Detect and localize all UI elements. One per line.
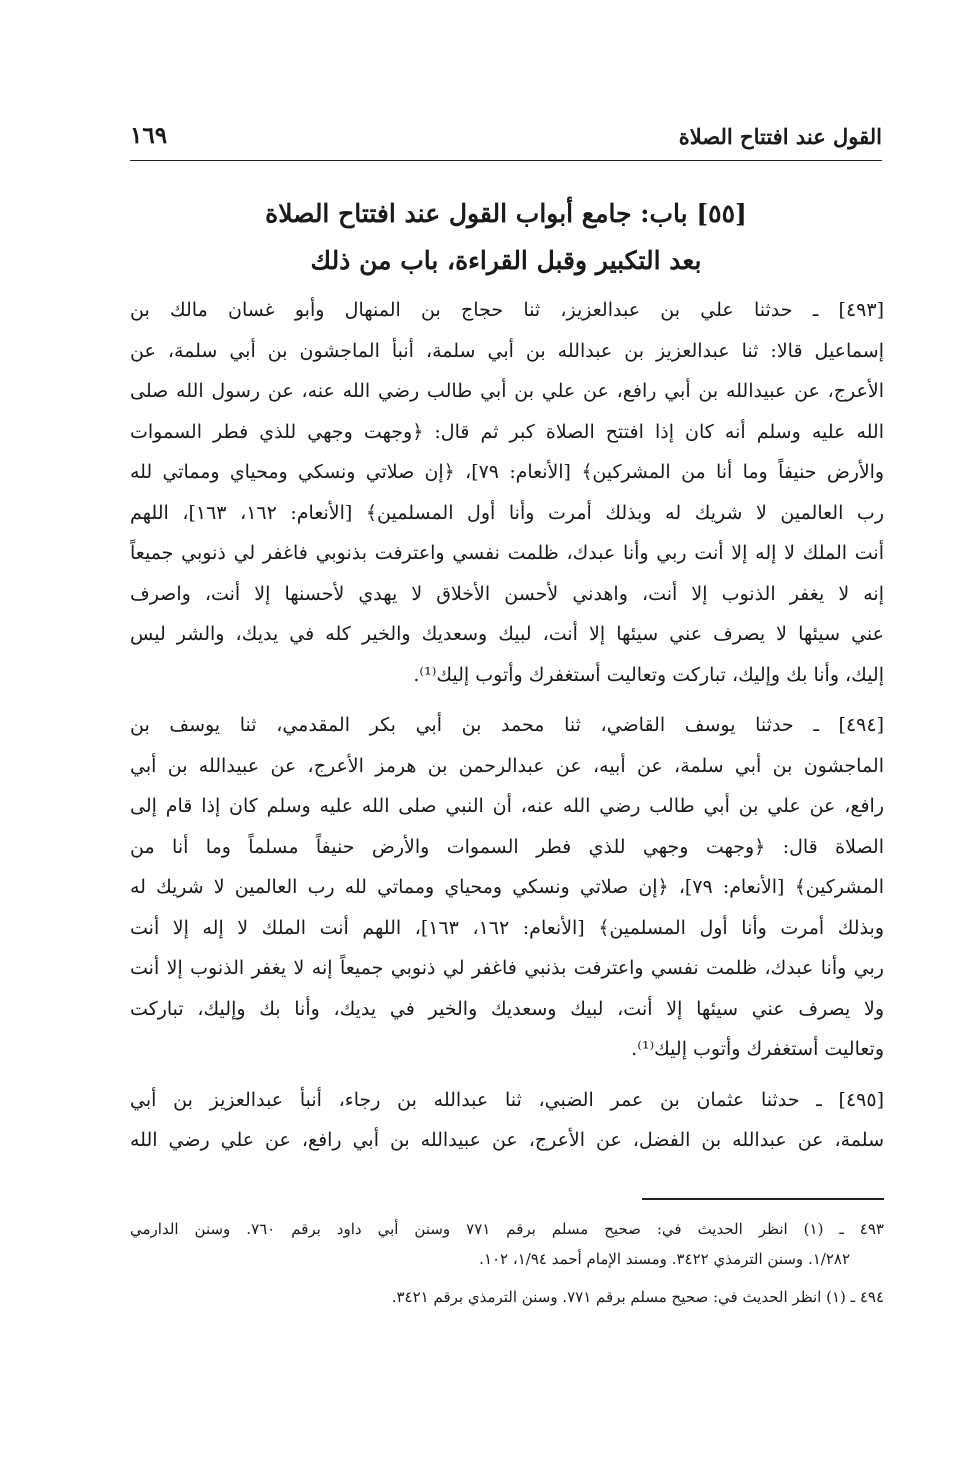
body-text xyxy=(130,290,884,1161)
running-header xyxy=(130,118,882,158)
text-line: عني سيئها لا يصرف عني سيئها إلا أنت، لبيك وسعديك والخير كله في يديك، والشر ليس xyxy=(130,623,884,645)
text-line: سلمة، عن عبدالله بن الفضل، عن الأعرج، عن عبيدالله بن أبي رافع، عن علي رضي الله xyxy=(130,1129,884,1151)
text-line: ولا يصرف عني سيئها إلا أنت، لبيك وسعديك والخير في يديك، وأنا بك وإليك، تباركت xyxy=(130,997,884,1020)
text-line: [٤٩٣] ـ حدثنا علي بن عبدالعزيز، ثنا حجاج بن المنهال وأبو غسان مالك بن xyxy=(130,299,884,321)
footnotes xyxy=(130,1214,884,1312)
footnote-rule xyxy=(642,1198,884,1200)
hadith-paragraph-494 xyxy=(130,705,884,1070)
text-line: ربي وأنا عبدك، ظلمت نفسي واعترفت بذنبي فاغفر لي ذنوبي جميعاً إنه لا يغفر الذنوب إلا أنت xyxy=(130,957,884,979)
hadith-paragraph-493 xyxy=(130,290,884,695)
page-number: ١٦٩ xyxy=(130,122,168,149)
text-line: الأعرج، عن عبيدالله بن أبي رافع، عن علي بن أبي طالب رضي الله عنه، عن رسول الله صلى xyxy=(130,380,884,402)
running-title: القول عند افتتاح الصلاة xyxy=(678,124,882,149)
footnote-494 xyxy=(130,1282,884,1312)
text-line: الله عليه وسلم أنه كان إذا افتتح الصلاة كبر ثم قال: ﴿وجهت وجهي للذي فطر السموات xyxy=(130,420,884,443)
text-line: رب العالمين لا شريك له وبذلك أمرت وأنا أول المسلمين﴾ [الأنعام: ١٦٢، ١٦٣]، اللهم xyxy=(130,501,884,524)
header-rule xyxy=(130,160,882,161)
text-line: [٤٩٥] ـ حدثنا عثمان بن عمر الضبي، ثنا عبدالله بن رجاء، أنبأ عبدالعزيز بن أبي xyxy=(130,1088,884,1111)
text-line: الصلاة قال: ﴿وجهت وجهي للذي فطر السموات والأرض حنيفاً مسلماً وما أنا من xyxy=(130,835,884,858)
chapter-heading xyxy=(130,190,882,284)
text-line: إسماعيل قالا: ثنا عبدالعزيز بن عبدالله بن أبي سلمة، أنبأ الماجشون بن أبي سلمة، عن xyxy=(130,339,884,362)
text-line: وتعاليت أستغفرك وأتوب إليك⁽¹⁾. xyxy=(631,1038,884,1060)
footnote-line: ٤٩٤ ـ (١) انظر الحديث في: صحيح مسلم برقم ٧٧١. وسنن الترمذي برقم ٣٤٢١. xyxy=(391,1288,884,1306)
chapter-heading-line: بعد التكبير وقبل القراءة، باب من ذلك xyxy=(310,246,702,275)
chapter-heading-line: [٥٥] باب: جامع أبواب القول عند افتتاح الصلاة xyxy=(265,199,747,228)
text-line: إنه لا يغفر الذنوب إلا أنت، واهدني لأحسن الأخلاق لا يهدي لأحسنها إلا أنت، واصرف xyxy=(130,582,884,605)
footnote-493 xyxy=(130,1214,884,1274)
text-line: وبذلك أمرت وأنا أول المسلمين﴾ [الأنعام: ١٦٢، ١٦٣]، اللهم أنت الملك لا إله إلا أنت xyxy=(130,916,884,939)
text-line: والأرض حنيفاً وما أنا من المشركين﴾ [الأنعام: ٧٩]، ﴿إن صلاتي ونسكي ومحياي ومماتي لله xyxy=(130,461,884,483)
text-line: إليك، وأنا بك وإليك، تباركت وتعاليت أستغفرك وأتوب إليك⁽¹⁾. xyxy=(413,663,884,686)
text-line: المشركين﴾ [الأنعام: ٧٩]، ﴿إن صلاتي ونسكي ومحياي ومماتي لله رب العالمين لا شريك له xyxy=(130,876,884,898)
text-line: الماجشون بن أبي سلمة، عن أبيه، عن عبدالرحمن بن هرمز الأعرج، عن عبيدالله بن أبي xyxy=(130,754,884,777)
text-line: [٤٩٤] ـ حدثنا يوسف القاضي، ثنا محمد بن أبي بكر المقدمي، ثنا يوسف بن xyxy=(130,714,884,736)
text-line: أنت الملك لا إله إلا أنت ربي وأنا عبدك، ظلمت نفسي واعترفت بذنوبي فاغفر لي ذنوبي جميعاً xyxy=(130,542,884,564)
footnote-line: ٤٩٣ ـ (١) انظر الحديث في: صحيح مسلم برقم ٧٧١ وسنن أبي داود برقم ٧٦٠. وسنن الدارمي xyxy=(130,1220,884,1238)
hadith-paragraph-495 xyxy=(130,1080,884,1161)
footnote-line: ١/٢٨٢. وسنن الترمذي ٣٤٢٢. ومسند الإمام أحمد ١/٩٤، ١٠٢. xyxy=(479,1250,850,1268)
text-line: رافع، عن علي بن أبي طالب رضي الله عنه، أن النبي صلى الله عليه وسلم كان إذا قام إلى xyxy=(130,795,884,817)
